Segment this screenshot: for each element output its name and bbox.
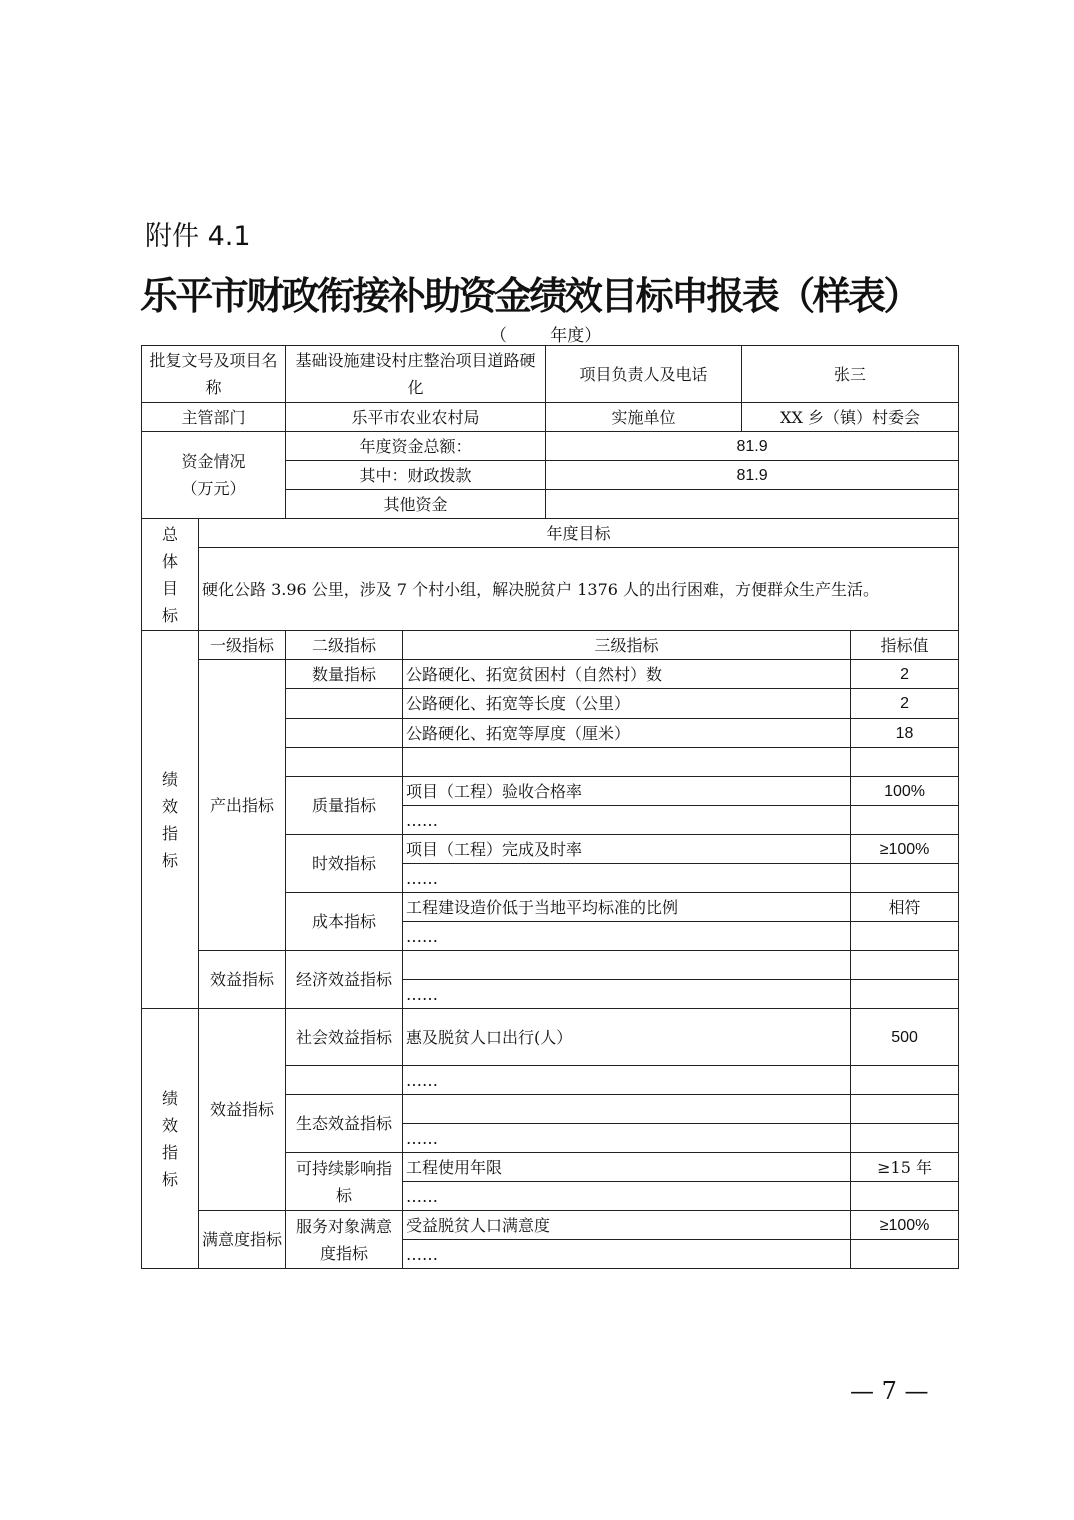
economic-blank-value-2 <box>851 980 959 1009</box>
timeliness-item: 项目（工程）完成及时率 <box>403 835 851 864</box>
dept-label: 主管部门 <box>142 403 286 432</box>
quality-item: 项目（工程）验收合格率 <box>403 777 851 806</box>
ecological-blank-value <box>851 1095 959 1124</box>
quality-ellipsis: …… <box>403 806 851 835</box>
quantity-item-2: 公路硬化、拓宽等长度（公里） <box>403 689 851 719</box>
cost-indicator: 成本指标 <box>286 893 403 951</box>
indicators-label-text-1: 绩效指标 <box>162 769 179 870</box>
funds-total-value: 81.9 <box>546 432 959 461</box>
social-item: 惠及脱贫人口出行(人） <box>403 1009 851 1066</box>
cost-item: 工程建设造价低于当地平均标准的比例 <box>403 893 851 922</box>
economic-indicator: 经济效益指标 <box>286 951 403 1009</box>
cost-value: 相符 <box>851 893 959 922</box>
funds-other-label: 其他资金 <box>286 490 546 519</box>
quantity-item-1: 公路硬化、拓宽贫困村（自然村）数 <box>403 660 851 689</box>
col-value: 指标值 <box>851 631 959 660</box>
benefit-indicator-2: 效益指标 <box>199 1009 286 1211</box>
quantity-blank-item <box>403 748 851 777</box>
social-indicator: 社会效益指标 <box>286 1009 403 1066</box>
funds-fiscal-value: 81.9 <box>546 461 959 490</box>
satisfaction-blank-value <box>851 1240 959 1269</box>
performance-target-form <box>141 345 959 1269</box>
indicators-label-text-2: 绩效指标 <box>162 1088 179 1189</box>
satisfaction-indicator: 满意度指标 <box>199 1211 286 1269</box>
dept-value: 乐平市农业农村局 <box>286 403 546 432</box>
satisfaction-item: 受益脱贫人口满意度 <box>403 1211 851 1240</box>
output-indicator: 产出指标 <box>199 660 286 951</box>
sustainable-indicator: 可持续影响指标 <box>286 1153 403 1211</box>
sustainable-blank-value <box>851 1182 959 1211</box>
leader-value: 张三 <box>742 346 959 403</box>
quantity-blank-3 <box>286 748 403 777</box>
quantity-value-1: 2 <box>851 660 959 689</box>
attachment-label: 附件 4.1 <box>145 221 251 252</box>
annual-target-label: 年度目标 <box>199 519 959 548</box>
timeliness-value: ≥100% <box>851 835 959 864</box>
quality-value: 100% <box>851 777 959 806</box>
satisfaction-value: ≥100% <box>851 1211 959 1240</box>
funds-unit: （万元） <box>181 479 246 498</box>
quantity-blank-value <box>851 748 959 777</box>
ecological-indicator: 生态效益指标 <box>286 1095 403 1153</box>
benefit-indicator-1: 效益指标 <box>199 951 286 1009</box>
quality-indicator: 质量指标 <box>286 777 403 835</box>
timeliness-indicator: 时效指标 <box>286 835 403 893</box>
quantity-value-3: 18 <box>851 719 959 748</box>
impl-value: XX 乡（镇）村委会 <box>742 403 959 432</box>
ecological-ellipsis: …… <box>403 1124 851 1153</box>
funds-label <box>142 432 286 519</box>
ecological-blank-item <box>403 1095 851 1124</box>
sustainable-ellipsis: …… <box>403 1182 851 1211</box>
indicators-label-2 <box>142 1009 199 1269</box>
col-level3: 三级指标 <box>403 631 851 660</box>
sustainable-value: ≥15 年 <box>851 1153 959 1182</box>
page-number: — 7 — <box>850 1377 929 1405</box>
economic-blank-item <box>403 951 851 980</box>
funds-other-value <box>546 490 959 519</box>
quantity-blank-2 <box>286 719 403 748</box>
col-level1: 一级指标 <box>199 631 286 660</box>
economic-blank-value <box>851 951 959 980</box>
col-level2: 二级指标 <box>286 631 403 660</box>
annual-target-text: 硬化公路 3.96 公里，涉及 7 个村小组，解决脱贫户 1376 人的出行困难，方便群众生产生活。 <box>199 548 959 631</box>
overall-label <box>142 519 199 631</box>
year-line: （ 年度） <box>490 326 602 346</box>
economic-ellipsis: …… <box>403 980 851 1009</box>
timeliness-ellipsis: …… <box>403 864 851 893</box>
quality-blank-value <box>851 806 959 835</box>
social-blank-value <box>851 1066 959 1095</box>
cost-blank-value <box>851 922 959 951</box>
satisfaction-ellipsis: …… <box>403 1240 851 1269</box>
service-satisfaction-indicator: 服务对象满意度指标 <box>286 1211 403 1269</box>
timeliness-blank-value <box>851 864 959 893</box>
overall-label-text: 总体目标 <box>162 524 179 625</box>
indicators-label-1 <box>142 631 199 1009</box>
page-title: 乐平市财政衔接补助资金绩效目标申报表（样表） <box>140 273 919 318</box>
approval-label: 批复文号及项目名称 <box>142 346 286 403</box>
social-value: 500 <box>851 1009 959 1066</box>
ecological-blank-value-2 <box>851 1124 959 1153</box>
social-ellipsis: …… <box>403 1066 851 1095</box>
quantity-value-2: 2 <box>851 689 959 719</box>
impl-label: 实施单位 <box>546 403 742 432</box>
cost-ellipsis: …… <box>403 922 851 951</box>
quantity-indicator: 数量指标 <box>286 660 403 689</box>
funds-title: 资金情况 <box>181 452 246 471</box>
sustainable-item: 工程使用年限 <box>403 1153 851 1182</box>
funds-total-label: 年度资金总额： <box>286 432 546 461</box>
project-name: 基础设施建设村庄整治项目道路硬化 <box>286 346 546 403</box>
funds-fiscal-label: 其中：财政拨款 <box>286 461 546 490</box>
social-blank <box>286 1066 403 1095</box>
quantity-blank-1 <box>286 689 403 719</box>
quantity-item-3: 公路硬化、拓宽等厚度（厘米） <box>403 719 851 748</box>
leader-label: 项目负责人及电话 <box>546 346 742 403</box>
